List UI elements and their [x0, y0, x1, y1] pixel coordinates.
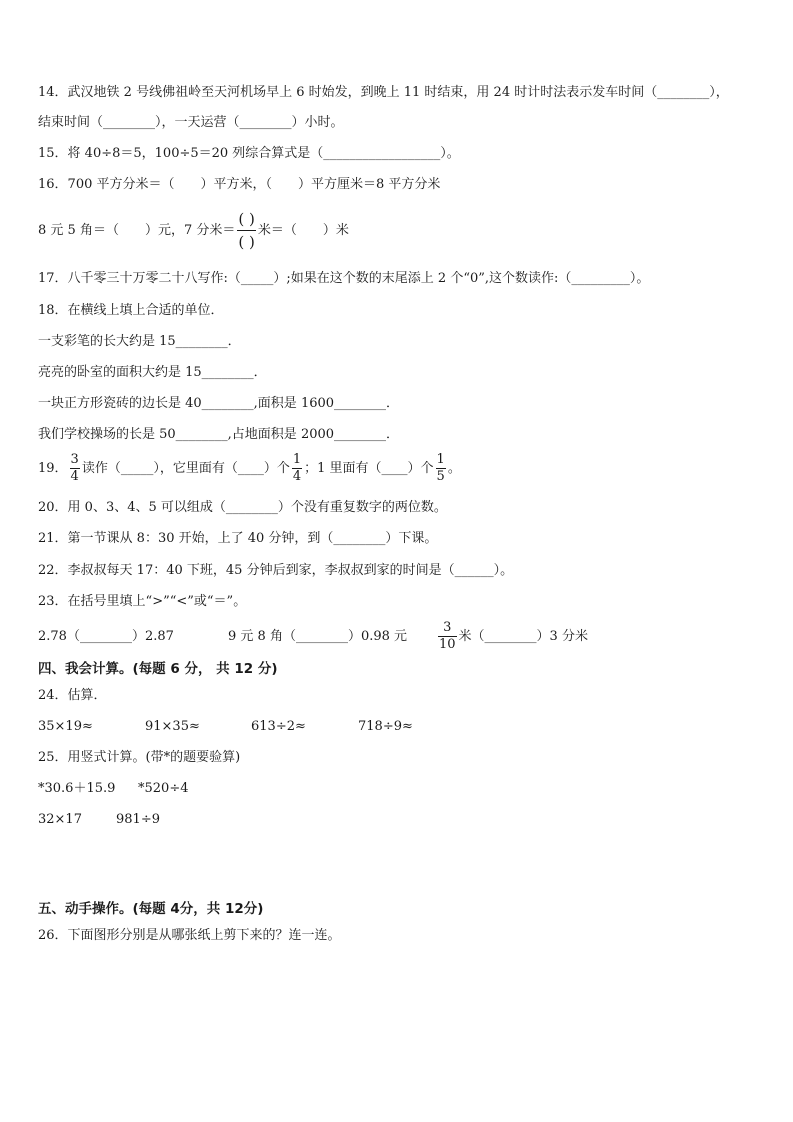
section-4-heading: 四、我会计算。(每题 6 分， 共 12 分) — [38, 661, 278, 677]
fraction-denominator: ( ) — [238, 233, 255, 251]
q16-line2-b: 米＝（ ）米 — [257, 223, 349, 238]
q23-c-rest: 米（________）3 分米 — [458, 629, 588, 644]
q23-b: 9 元 8 角（________）0.98 元 — [228, 629, 408, 644]
q19-part2: ；1 里面有（____）个 — [304, 461, 434, 476]
fraction-3-4 — [70, 453, 80, 484]
q17: 17．八千零三十万零二十八写作:（_____）;如果在这个数的末尾添上 2 个“0”,这个数读作:（_________）。 — [38, 271, 650, 286]
q23-row — [38, 617, 588, 657]
q22: 22．李叔叔每天 17：40 下班，45 分钟后到家，李叔叔到家的时间是（______）。 — [38, 563, 514, 578]
q16-line2 — [38, 208, 349, 254]
fraction-3-10 — [438, 621, 457, 652]
fraction-numerator: ( ) — [238, 210, 255, 228]
fraction-1-5 — [436, 453, 446, 484]
q23-a: 2.78（________）2.87 — [38, 629, 174, 644]
q19-prefix: 19． — [38, 461, 68, 476]
fraction-numerator: 1 — [292, 452, 302, 467]
section-5-heading: 五、动手操作。(每题 4分，共 12分) — [38, 901, 264, 917]
q14-line2: 结束时间（________），一天运营（________）小时。 — [38, 115, 344, 130]
q24-item: 613÷2≈ — [251, 719, 306, 734]
fraction-denominator: 4 — [292, 469, 302, 484]
q19-part1: 读作（_____），它里面有（____）个 — [81, 461, 290, 476]
fraction-numerator: 3 — [70, 452, 79, 467]
q25-title: 25．用竖式计算。(带*的题要验算) — [38, 750, 241, 765]
fraction-numerator: 3 — [443, 620, 452, 635]
q23-title: 23．在括号里填上“>”“<”或“＝”。 — [38, 594, 247, 609]
q24-item: 35×19≈ — [38, 719, 93, 734]
q18-a: 一支彩笔的长大约是 15________． — [38, 334, 241, 349]
q24-item: 718÷9≈ — [358, 719, 413, 734]
fraction-blank — [237, 209, 255, 252]
q25-item: 32×17 — [38, 812, 82, 827]
q20: 20．用 0、3、4、5 可以组成（________）个没有重复数字的两位数。 — [38, 500, 447, 515]
fraction-denominator: 10 — [439, 637, 456, 652]
fraction-denominator: 4 — [70, 469, 79, 484]
q21: 21．第一节课从 8：30 开始，上了 40 分钟，到（________）下课。 — [38, 531, 438, 546]
fraction-numerator: 1 — [436, 452, 445, 467]
q16-line1: 16．700 平方分米＝（ ）平方米，（ ）平方厘米＝8 平方分米 — [38, 177, 441, 192]
q24-title: 24．估算． — [38, 688, 107, 703]
q18-d: 我们学校操场的长是 50________,占地面积是 2000________． — [38, 427, 400, 442]
fraction-1-4 — [292, 453, 302, 484]
q24-item: 91×35≈ — [145, 719, 200, 734]
q26: 26．下面图形分别是从哪张纸上剪下来的？连一连。 — [38, 928, 341, 943]
q24-items — [38, 718, 413, 736]
q18-b: 亮亮的卧室的面积大约是 15________． — [38, 365, 267, 380]
q18-c: 一块正方形瓷砖的边长是 40________,面积是 1600________． — [38, 396, 400, 411]
q25-row1 — [38, 780, 188, 798]
q25-item: *520÷4 — [138, 781, 189, 796]
q14-line1: 14．武汉地铁 2 号线佛祖岭至天河机场早上 6 时始发，到晚上 11 时结束，用 24 时计时法表示发车时间（________）， — [38, 85, 729, 100]
q15: 15．将 40÷8＝5，100÷5＝20 列综合算式是（__________________）。 — [38, 146, 460, 161]
q19 — [38, 452, 461, 486]
fraction-denominator: 5 — [436, 469, 445, 484]
q16-line2-a: 8 元 5 角＝（ ）元，7 分米＝ — [38, 223, 236, 238]
q19-part3: 。 — [447, 461, 461, 476]
q25-item: *30.6＋15.9 — [38, 781, 116, 796]
q25-item: 981÷9 — [116, 812, 160, 827]
q18-title: 18．在横线上填上合适的单位． — [38, 303, 224, 318]
q25-row2 — [38, 811, 160, 829]
